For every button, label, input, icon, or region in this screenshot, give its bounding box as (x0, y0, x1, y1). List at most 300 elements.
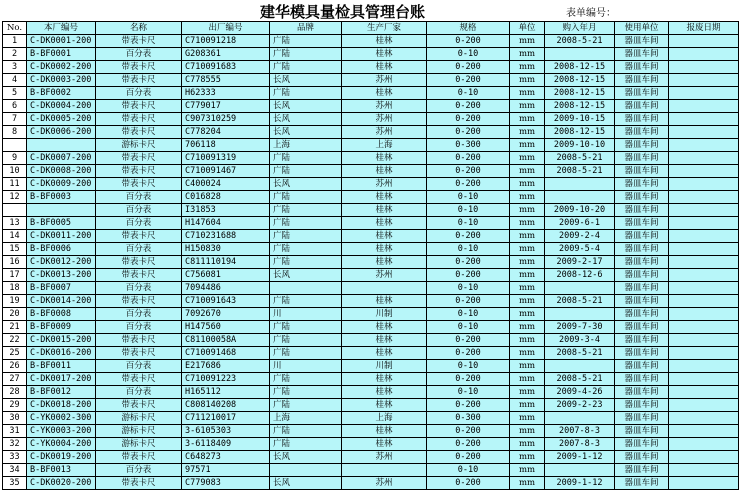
cell-purchase-date[interactable]: 2009-5-4 (545, 243, 615, 256)
cell-manufacturer[interactable]: 苏州 (342, 451, 427, 464)
cell-scrap-date[interactable] (669, 451, 739, 464)
cell-manufacturer[interactable] (342, 464, 427, 477)
cell-user-dept[interactable]: 器皿车间 (615, 282, 669, 295)
cell-unit[interactable]: mm (510, 334, 545, 347)
cell-scrap-date[interactable] (669, 464, 739, 477)
cell-manufacturer[interactable]: 川制 (342, 308, 427, 321)
cell-no[interactable]: 15 (3, 243, 27, 256)
cell-brand[interactable] (270, 282, 342, 295)
cell-no[interactable]: 29 (3, 399, 27, 412)
cell-manufacturer[interactable]: 川制 (342, 360, 427, 373)
cell-no[interactable]: 6 (3, 100, 27, 113)
cell-unit[interactable]: mm (510, 451, 545, 464)
cell-user-dept[interactable]: 器皿车间 (615, 373, 669, 386)
cell-scrap-date[interactable] (669, 321, 739, 334)
cell-no[interactable]: 8 (3, 126, 27, 139)
cell-purchase-date[interactable]: 2009-2-17 (545, 256, 615, 269)
cell-spec[interactable]: 0-200 (427, 295, 510, 308)
cell-purchase-date[interactable]: 2007-8-3 (545, 425, 615, 438)
cell-serial-no[interactable]: C779083 (182, 477, 270, 490)
cell-unit[interactable]: mm (510, 438, 545, 451)
cell-manufacturer[interactable]: 上海 (342, 139, 427, 152)
cell-manufacturer[interactable]: 桂林 (342, 243, 427, 256)
cell-brand[interactable]: 广陆 (270, 191, 342, 204)
cell-brand[interactable]: 广陆 (270, 243, 342, 256)
cell-spec[interactable]: 0-200 (427, 438, 510, 451)
cell-name[interactable]: 带表卡尺 (96, 373, 182, 386)
cell-spec[interactable]: 0-300 (427, 412, 510, 425)
cell-brand[interactable]: 长风 (270, 113, 342, 126)
cell-factory-code[interactable]: B-BF0013 (27, 464, 96, 477)
cell-user-dept[interactable]: 器皿车间 (615, 360, 669, 373)
cell-unit[interactable]: mm (510, 321, 545, 334)
cell-name[interactable]: 百分表 (96, 386, 182, 399)
cell-scrap-date[interactable] (669, 35, 739, 48)
cell-no[interactable]: 5 (3, 87, 27, 100)
cell-spec[interactable]: 0-10 (427, 386, 510, 399)
cell-spec[interactable]: 0-200 (427, 334, 510, 347)
cell-manufacturer[interactable]: 桂林 (342, 334, 427, 347)
cell-purchase-date[interactable] (545, 360, 615, 373)
cell-purchase-date[interactable]: 2008-12-6 (545, 269, 615, 282)
cell-purchase-date[interactable]: 2008-12-15 (545, 87, 615, 100)
cell-purchase-date[interactable]: 2009-10-20 (545, 204, 615, 217)
cell-purchase-date[interactable] (545, 282, 615, 295)
cell-brand[interactable]: 广陆 (270, 35, 342, 48)
cell-spec[interactable]: 0-200 (427, 256, 510, 269)
cell-serial-no[interactable]: C400024 (182, 178, 270, 191)
cell-unit[interactable]: mm (510, 256, 545, 269)
cell-brand[interactable]: 广陆 (270, 386, 342, 399)
cell-manufacturer[interactable]: 桂林 (342, 347, 427, 360)
cell-spec[interactable]: 0-200 (427, 74, 510, 87)
cell-manufacturer[interactable]: 苏州 (342, 269, 427, 282)
cell-name[interactable]: 带表卡尺 (96, 477, 182, 490)
cell-no[interactable]: 9 (3, 152, 27, 165)
cell-scrap-date[interactable] (669, 425, 739, 438)
cell-unit[interactable]: mm (510, 178, 545, 191)
cell-unit[interactable]: mm (510, 87, 545, 100)
cell-no[interactable]: 33 (3, 451, 27, 464)
cell-manufacturer[interactable]: 上海 (342, 412, 427, 425)
cell-spec[interactable]: 0-10 (427, 243, 510, 256)
cell-name[interactable]: 带表卡尺 (96, 126, 182, 139)
cell-brand[interactable]: 广陆 (270, 347, 342, 360)
cell-brand[interactable]: 长风 (270, 74, 342, 87)
cell-no[interactable]: 35 (3, 477, 27, 490)
cell-serial-no[interactable]: C710091643 (182, 295, 270, 308)
cell-spec[interactable]: 0-200 (427, 100, 510, 113)
cell-manufacturer[interactable]: 桂林 (342, 204, 427, 217)
cell-user-dept[interactable]: 器皿车间 (615, 464, 669, 477)
cell-brand[interactable]: 广陆 (270, 204, 342, 217)
cell-unit[interactable]: mm (510, 35, 545, 48)
cell-no[interactable]: 14 (3, 230, 27, 243)
cell-name[interactable]: 百分表 (96, 321, 182, 334)
cell-unit[interactable]: mm (510, 139, 545, 152)
cell-manufacturer[interactable]: 桂林 (342, 295, 427, 308)
cell-serial-no[interactable]: C710091319 (182, 152, 270, 165)
cell-spec[interactable]: 0-10 (427, 48, 510, 61)
cell-purchase-date[interactable]: 2009-6-1 (545, 217, 615, 230)
cell-name[interactable]: 带表卡尺 (96, 165, 182, 178)
cell-scrap-date[interactable] (669, 126, 739, 139)
cell-manufacturer[interactable]: 桂林 (342, 321, 427, 334)
cell-factory-code[interactable]: B-BF0009 (27, 321, 96, 334)
cell-user-dept[interactable]: 器皿车间 (615, 256, 669, 269)
cell-brand[interactable]: 广陆 (270, 295, 342, 308)
cell-no[interactable]: 13 (3, 217, 27, 230)
cell-spec[interactable]: 0-200 (427, 126, 510, 139)
cell-name[interactable]: 带表卡尺 (96, 347, 182, 360)
cell-purchase-date[interactable]: 2009-3-4 (545, 334, 615, 347)
cell-scrap-date[interactable] (669, 282, 739, 295)
cell-unit[interactable]: mm (510, 243, 545, 256)
cell-serial-no[interactable]: G208361 (182, 48, 270, 61)
cell-manufacturer[interactable]: 桂林 (342, 425, 427, 438)
cell-scrap-date[interactable] (669, 178, 739, 191)
cell-factory-code[interactable]: C-DK0019-200 (27, 451, 96, 464)
cell-manufacturer[interactable]: 桂林 (342, 399, 427, 412)
cell-spec[interactable]: 0-200 (427, 61, 510, 74)
cell-brand[interactable]: 广陆 (270, 334, 342, 347)
cell-spec[interactable]: 0-200 (427, 399, 510, 412)
cell-user-dept[interactable]: 器皿车间 (615, 425, 669, 438)
cell-purchase-date[interactable]: 2009-2-23 (545, 399, 615, 412)
cell-spec[interactable]: 0-200 (427, 113, 510, 126)
cell-unit[interactable]: mm (510, 126, 545, 139)
cell-serial-no[interactable]: C778204 (182, 126, 270, 139)
cell-brand[interactable]: 上海 (270, 412, 342, 425)
cell-brand[interactable]: 广陆 (270, 425, 342, 438)
cell-user-dept[interactable]: 器皿车间 (615, 451, 669, 464)
cell-factory-code[interactable]: C-DK0003-200 (27, 74, 96, 87)
cell-no[interactable]: 30 (3, 412, 27, 425)
cell-scrap-date[interactable] (669, 256, 739, 269)
cell-purchase-date[interactable]: 2008-5-21 (545, 152, 615, 165)
cell-name[interactable]: 百分表 (96, 282, 182, 295)
cell-unit[interactable]: mm (510, 269, 545, 282)
cell-purchase-date[interactable]: 2009-7-30 (545, 321, 615, 334)
cell-name[interactable]: 百分表 (96, 204, 182, 217)
cell-brand[interactable]: 长风 (270, 269, 342, 282)
cell-scrap-date[interactable] (669, 100, 739, 113)
cell-brand[interactable]: 川 (270, 308, 342, 321)
cell-serial-no[interactable]: H165112 (182, 386, 270, 399)
cell-manufacturer[interactable]: 苏州 (342, 126, 427, 139)
cell-brand[interactable]: 广陆 (270, 48, 342, 61)
cell-scrap-date[interactable] (669, 295, 739, 308)
cell-unit[interactable]: mm (510, 373, 545, 386)
cell-user-dept[interactable]: 器皿车间 (615, 48, 669, 61)
cell-manufacturer[interactable]: 桂林 (342, 61, 427, 74)
cell-spec[interactable]: 0-10 (427, 464, 510, 477)
cell-scrap-date[interactable] (669, 61, 739, 74)
cell-scrap-date[interactable] (669, 347, 739, 360)
cell-user-dept[interactable]: 器皿车间 (615, 347, 669, 360)
cell-scrap-date[interactable] (669, 165, 739, 178)
cell-name[interactable]: 带表卡尺 (96, 74, 182, 87)
cell-name[interactable]: 带表卡尺 (96, 399, 182, 412)
cell-manufacturer[interactable] (342, 282, 427, 295)
cell-factory-code[interactable]: C-DK0020-200 (27, 477, 96, 490)
cell-name[interactable]: 百分表 (96, 464, 182, 477)
cell-unit[interactable]: mm (510, 165, 545, 178)
cell-no[interactable] (3, 139, 27, 152)
cell-serial-no[interactable]: C710091468 (182, 347, 270, 360)
cell-serial-no[interactable]: C756081 (182, 269, 270, 282)
cell-user-dept[interactable]: 器皿车间 (615, 217, 669, 230)
cell-serial-no[interactable]: C907310259 (182, 113, 270, 126)
cell-brand[interactable]: 川 (270, 360, 342, 373)
cell-spec[interactable]: 0-200 (427, 178, 510, 191)
cell-purchase-date[interactable] (545, 191, 615, 204)
cell-scrap-date[interactable] (669, 152, 739, 165)
cell-spec[interactable]: 0-300 (427, 139, 510, 152)
cell-brand[interactable]: 广陆 (270, 87, 342, 100)
cell-brand[interactable]: 广陆 (270, 373, 342, 386)
cell-brand[interactable]: 长风 (270, 100, 342, 113)
cell-factory-code[interactable]: B-BF0003 (27, 191, 96, 204)
cell-unit[interactable]: mm (510, 347, 545, 360)
cell-name[interactable]: 百分表 (96, 87, 182, 100)
cell-purchase-date[interactable]: 2008-5-21 (545, 347, 615, 360)
cell-brand[interactable]: 广陆 (270, 438, 342, 451)
cell-spec[interactable]: 0-200 (427, 165, 510, 178)
cell-scrap-date[interactable] (669, 360, 739, 373)
cell-serial-no[interactable]: 706118 (182, 139, 270, 152)
cell-purchase-date[interactable]: 2009-10-10 (545, 139, 615, 152)
cell-brand[interactable]: 广陆 (270, 230, 342, 243)
cell-serial-no[interactable]: C710091218 (182, 35, 270, 48)
cell-user-dept[interactable]: 器皿车间 (615, 269, 669, 282)
cell-factory-code[interactable]: C-DK0007-200 (27, 152, 96, 165)
cell-factory-code[interactable]: C-DK0001-200 (27, 35, 96, 48)
cell-no[interactable]: 28 (3, 386, 27, 399)
cell-name[interactable]: 游标卡尺 (96, 139, 182, 152)
cell-user-dept[interactable]: 器皿车间 (615, 321, 669, 334)
cell-serial-no[interactable]: C710091683 (182, 61, 270, 74)
cell-brand[interactable]: 长风 (270, 451, 342, 464)
cell-no[interactable]: 22 (3, 334, 27, 347)
cell-factory-code[interactable]: C-DK0015-200 (27, 334, 96, 347)
cell-brand[interactable]: 广陆 (270, 399, 342, 412)
cell-serial-no[interactable]: 3-6118409 (182, 438, 270, 451)
cell-serial-no[interactable]: C808140208 (182, 399, 270, 412)
cell-purchase-date[interactable]: 2009-1-12 (545, 477, 615, 490)
cell-scrap-date[interactable] (669, 334, 739, 347)
cell-brand[interactable]: 广陆 (270, 165, 342, 178)
cell-no[interactable]: 20 (3, 308, 27, 321)
cell-purchase-date[interactable]: 2009-2-4 (545, 230, 615, 243)
cell-scrap-date[interactable] (669, 217, 739, 230)
cell-name[interactable]: 带表卡尺 (96, 61, 182, 74)
cell-factory-code[interactable]: B-BF0001 (27, 48, 96, 61)
cell-no[interactable]: 11 (3, 178, 27, 191)
cell-serial-no[interactable]: C710091223 (182, 373, 270, 386)
cell-brand[interactable]: 广陆 (270, 217, 342, 230)
cell-scrap-date[interactable] (669, 386, 739, 399)
cell-manufacturer[interactable]: 桂林 (342, 152, 427, 165)
cell-no[interactable]: 19 (3, 295, 27, 308)
cell-scrap-date[interactable] (669, 191, 739, 204)
cell-brand[interactable]: 上海 (270, 139, 342, 152)
cell-serial-no[interactable]: C016828 (182, 191, 270, 204)
cell-serial-no[interactable]: E217686 (182, 360, 270, 373)
cell-name[interactable]: 带表卡尺 (96, 269, 182, 282)
cell-purchase-date[interactable]: 2009-10-15 (545, 113, 615, 126)
cell-unit[interactable]: mm (510, 74, 545, 87)
cell-no[interactable]: 34 (3, 464, 27, 477)
cell-manufacturer[interactable]: 桂林 (342, 373, 427, 386)
cell-unit[interactable]: mm (510, 360, 545, 373)
cell-serial-no[interactable]: 7094486 (182, 282, 270, 295)
cell-manufacturer[interactable]: 苏州 (342, 178, 427, 191)
cell-brand[interactable]: 长风 (270, 178, 342, 191)
cell-unit[interactable]: mm (510, 113, 545, 126)
cell-unit[interactable]: mm (510, 464, 545, 477)
cell-purchase-date[interactable]: 2008-5-21 (545, 295, 615, 308)
cell-user-dept[interactable]: 器皿车间 (615, 230, 669, 243)
cell-user-dept[interactable]: 器皿车间 (615, 178, 669, 191)
cell-purchase-date[interactable] (545, 178, 615, 191)
cell-brand[interactable]: 长风 (270, 126, 342, 139)
cell-purchase-date[interactable]: 2009-4-26 (545, 386, 615, 399)
cell-name[interactable]: 百分表 (96, 217, 182, 230)
cell-factory-code[interactable]: C-DK0017-200 (27, 373, 96, 386)
cell-factory-code[interactable]: B-BF0011 (27, 360, 96, 373)
cell-manufacturer[interactable]: 桂林 (342, 165, 427, 178)
cell-scrap-date[interactable] (669, 113, 739, 126)
cell-manufacturer[interactable]: 桂林 (342, 438, 427, 451)
cell-manufacturer[interactable]: 苏州 (342, 74, 427, 87)
cell-name[interactable]: 带表卡尺 (96, 451, 182, 464)
cell-no[interactable]: 2 (3, 48, 27, 61)
cell-manufacturer[interactable]: 桂林 (342, 256, 427, 269)
cell-spec[interactable]: 0-200 (427, 477, 510, 490)
cell-user-dept[interactable]: 器皿车间 (615, 308, 669, 321)
cell-brand[interactable]: 广陆 (270, 152, 342, 165)
cell-user-dept[interactable]: 器皿车间 (615, 204, 669, 217)
cell-no[interactable]: 7 (3, 113, 27, 126)
cell-scrap-date[interactable] (669, 139, 739, 152)
cell-spec[interactable]: 0-10 (427, 191, 510, 204)
cell-serial-no[interactable]: C710231688 (182, 230, 270, 243)
cell-no[interactable]: 12 (3, 191, 27, 204)
cell-name[interactable]: 百分表 (96, 360, 182, 373)
cell-factory-code[interactable]: B-BF0012 (27, 386, 96, 399)
cell-serial-no[interactable]: 97571 (182, 464, 270, 477)
cell-factory-code[interactable]: B-BF0002 (27, 87, 96, 100)
cell-user-dept[interactable]: 器皿车间 (615, 386, 669, 399)
cell-spec[interactable]: 0-200 (427, 35, 510, 48)
cell-manufacturer[interactable]: 桂林 (342, 230, 427, 243)
cell-purchase-date[interactable]: 2008-12-15 (545, 126, 615, 139)
cell-purchase-date[interactable]: 2007-8-3 (545, 438, 615, 451)
cell-unit[interactable]: mm (510, 191, 545, 204)
cell-serial-no[interactable]: H150830 (182, 243, 270, 256)
cell-unit[interactable]: mm (510, 217, 545, 230)
cell-manufacturer[interactable]: 桂林 (342, 48, 427, 61)
cell-user-dept[interactable]: 器皿车间 (615, 295, 669, 308)
cell-name[interactable]: 带表卡尺 (96, 152, 182, 165)
cell-purchase-date[interactable]: 2009-1-12 (545, 451, 615, 464)
cell-manufacturer[interactable]: 苏州 (342, 100, 427, 113)
cell-spec[interactable]: 0-200 (427, 425, 510, 438)
cell-scrap-date[interactable] (669, 399, 739, 412)
cell-factory-code[interactable]: C-DK0008-200 (27, 165, 96, 178)
cell-name[interactable]: 带表卡尺 (96, 178, 182, 191)
cell-unit[interactable]: mm (510, 230, 545, 243)
cell-factory-code[interactable]: C-DK0016-200 (27, 347, 96, 360)
cell-spec[interactable]: 0-200 (427, 451, 510, 464)
cell-factory-code[interactable]: C-DK0011-200 (27, 230, 96, 243)
cell-factory-code[interactable]: B-BF0005 (27, 217, 96, 230)
cell-user-dept[interactable]: 器皿车间 (615, 412, 669, 425)
cell-serial-no[interactable]: H62333 (182, 87, 270, 100)
cell-user-dept[interactable]: 器皿车间 (615, 152, 669, 165)
cell-name[interactable]: 游标卡尺 (96, 412, 182, 425)
cell-name[interactable]: 百分表 (96, 243, 182, 256)
cell-serial-no[interactable]: I31853 (182, 204, 270, 217)
cell-no[interactable] (3, 204, 27, 217)
cell-purchase-date[interactable]: 2008-12-15 (545, 74, 615, 87)
cell-manufacturer[interactable]: 桂林 (342, 35, 427, 48)
cell-name[interactable]: 百分表 (96, 308, 182, 321)
cell-serial-no[interactable]: H147604 (182, 217, 270, 230)
cell-serial-no[interactable]: C778555 (182, 74, 270, 87)
cell-purchase-date[interactable]: 2008-5-21 (545, 35, 615, 48)
cell-no[interactable]: 10 (3, 165, 27, 178)
cell-name[interactable]: 带表卡尺 (96, 100, 182, 113)
cell-spec[interactable]: 0-10 (427, 360, 510, 373)
cell-user-dept[interactable]: 器皿车间 (615, 113, 669, 126)
cell-user-dept[interactable]: 器皿车间 (615, 243, 669, 256)
cell-scrap-date[interactable] (669, 269, 739, 282)
cell-spec[interactable]: 0-10 (427, 204, 510, 217)
cell-manufacturer[interactable]: 桂林 (342, 87, 427, 100)
cell-spec[interactable]: 0-200 (427, 373, 510, 386)
cell-scrap-date[interactable] (669, 230, 739, 243)
cell-unit[interactable]: mm (510, 48, 545, 61)
cell-name[interactable]: 游标卡尺 (96, 425, 182, 438)
cell-serial-no[interactable]: C811110194 (182, 256, 270, 269)
cell-unit[interactable]: mm (510, 386, 545, 399)
cell-scrap-date[interactable] (669, 204, 739, 217)
cell-factory-code[interactable]: C-YK0002-300 (27, 412, 96, 425)
cell-purchase-date[interactable] (545, 48, 615, 61)
cell-serial-no[interactable]: C648273 (182, 451, 270, 464)
cell-manufacturer[interactable]: 桂林 (342, 217, 427, 230)
cell-purchase-date[interactable] (545, 412, 615, 425)
cell-user-dept[interactable]: 器皿车间 (615, 87, 669, 100)
cell-purchase-date[interactable]: 2008-12-15 (545, 100, 615, 113)
cell-user-dept[interactable]: 器皿车间 (615, 126, 669, 139)
cell-unit[interactable]: mm (510, 425, 545, 438)
cell-user-dept[interactable]: 器皿车间 (615, 165, 669, 178)
cell-factory-code[interactable] (27, 204, 96, 217)
cell-no[interactable]: 27 (3, 373, 27, 386)
cell-serial-no[interactable]: C711210017 (182, 412, 270, 425)
cell-scrap-date[interactable] (669, 74, 739, 87)
cell-no[interactable]: 21 (3, 321, 27, 334)
cell-scrap-date[interactable] (669, 87, 739, 100)
cell-name[interactable]: 带表卡尺 (96, 256, 182, 269)
cell-serial-no[interactable]: 3-6105303 (182, 425, 270, 438)
cell-user-dept[interactable]: 器皿车间 (615, 74, 669, 87)
cell-spec[interactable]: 0-10 (427, 87, 510, 100)
cell-name[interactable]: 带表卡尺 (96, 35, 182, 48)
